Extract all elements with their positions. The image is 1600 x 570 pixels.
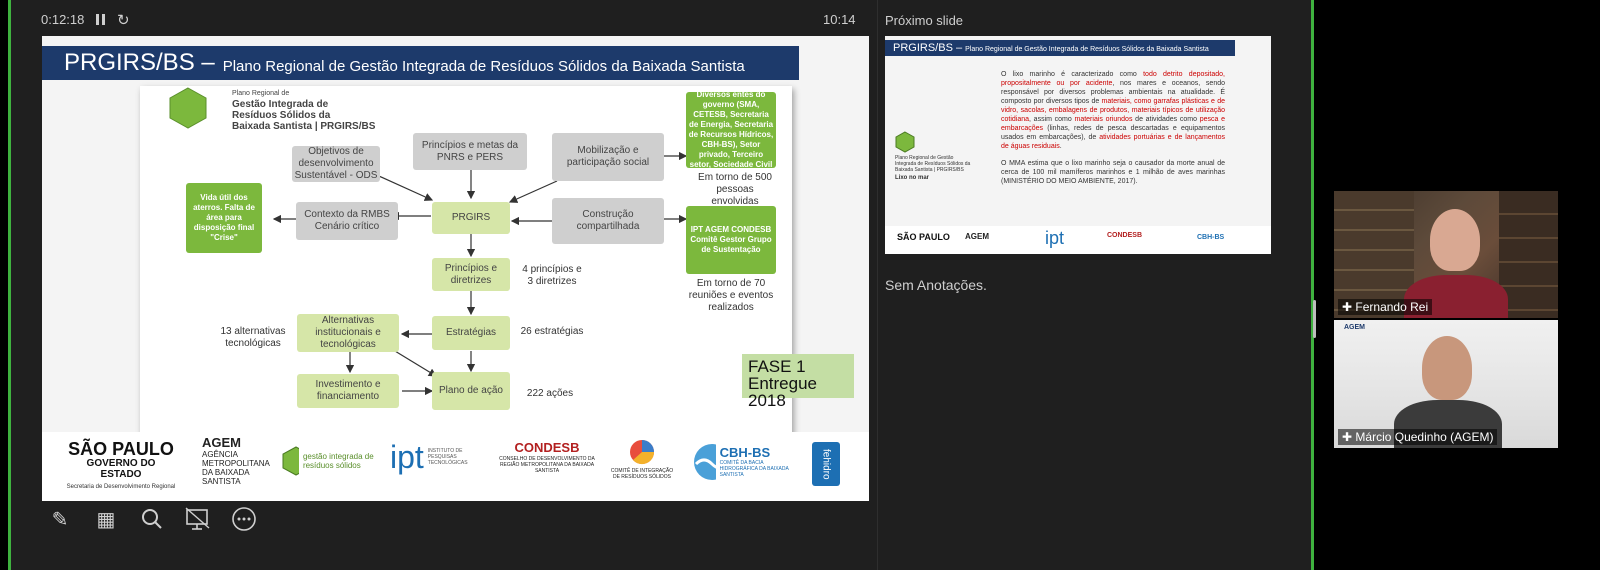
condesb-logo-text: CONDESB [1107,232,1143,239]
participant-video[interactable] [1334,191,1558,318]
note-estrategias-count: 26 estratégias [520,326,584,337]
text-run-red: atividades portuárias e de lançamentos de águas residuais [1001,134,1225,150]
prgirs-logo-icon [170,88,206,128]
next-slide-footer [885,226,1271,254]
box-mobilizacao: Mobilização e participação social [552,133,664,181]
note-principios-count: 4 princípios e 3 diretrizes [522,264,582,287]
condesb-logo-text: CONDESB [514,440,580,455]
condesb-logo-sub: CONSELHO DE DESENVOLVIMENTO DA REGIÃO METROPOLITANA DA BAIXADA SANTISTA [499,456,595,474]
sp-logo [66,440,176,492]
sp-logo-text: SÃO PAULO [68,439,174,459]
participant-name: Fernando Rei [1355,300,1429,314]
wave-icon [692,442,716,482]
box-ipt: IPT AGEM CONDESB Comitê Gestor Grupo de Sustentação [686,206,776,274]
ipt-logo [390,440,480,474]
next-slide-label: Próximo slide [885,13,964,28]
condesb-logo [494,440,600,474]
screen-icon[interactable] [185,506,211,532]
next-slide-logo [895,131,975,181]
background-logo: AGEM [1344,324,1365,331]
magnifier-icon[interactable] [139,506,165,532]
gestao-logo-text: gestão integrada de resíduos sólidos [302,452,374,470]
text-run-red: materiais oriundos [1074,116,1133,123]
next-slide-title-main: PRGIRS/BS – [893,42,963,54]
participant-face [1430,209,1480,271]
plan-logo-line: Gestão Integrada de [232,99,329,110]
fase-line: FASE 1 [748,357,806,376]
restart-icon[interactable]: ↻ [117,12,130,29]
participant-face [1422,336,1472,400]
pane-divider[interactable] [877,0,878,570]
text-run: , assim como [1029,116,1075,123]
more-icon[interactable] [231,506,257,532]
box-alternativas: Alternativas institucionais e tecnológicas [297,314,399,352]
arrow [510,181,557,202]
ipt-logo-text: ipt [390,439,424,475]
gestao-logo [282,446,382,476]
ipt-logo-sub: INSTITUTO DE PESQUISAS TECNOLÓGICAS [427,448,468,466]
pin-icon[interactable]: ✚ [1342,430,1353,444]
box-contexto: Contexto da RMBS Cenário crítico [296,202,398,240]
next-slide-preview[interactable] [885,36,1271,254]
box-prgirs: PRGIRS [432,202,510,234]
magnifier-glyph [141,508,163,530]
text-run-red: pesca e embarcações [1001,116,1225,132]
note-pessoas: Em torno de 500 pessoas envolvidas [698,172,772,207]
clock: 10:14 [823,12,856,27]
screen-glyph [185,507,211,531]
fase-line: Entregue 2018 [748,374,817,410]
fase-badge [742,354,854,410]
notes-scrollbar[interactable] [1313,300,1316,338]
cbh-logo-text: CBH-BS [1197,234,1225,241]
more-glyph [231,506,257,532]
plan-logo-small: Plano Regional de [232,90,290,97]
pause-icon[interactable] [96,14,106,25]
plan-logo-line: Resíduos Sólidos da [232,110,331,121]
cbh-logo [692,442,802,482]
participant-name-tag [1338,429,1497,445]
agem-logo-text: AGEM [965,232,989,241]
slide-footer-logos [42,432,869,501]
slide-title-banner [42,46,799,80]
hexagon-icon [282,446,299,476]
participant-video[interactable] [1334,320,1558,448]
box-estrategias: Estratégias [432,316,510,350]
text-run-red: materiais, como garrafas plásticas e de vidro, sacolas, embalagens de produtos, materiais típicos de utilização cotidiana [1001,98,1226,123]
box-investimento: Investimento e financiamento [297,374,399,408]
text-run: O lixo marinho é caracterizado como [1001,71,1144,78]
text-run-red: todo detrito depositado, propositalmente ou por acidente [1001,71,1225,87]
sp-logo-sub: GOVERNO DO ESTADO [86,458,156,480]
ipt-logo-text: ipt [1045,228,1065,248]
next-slide-text [1001,70,1225,186]
box-objetivos: Objetivos de desenvolvimento Sustentável - ODS [292,146,380,182]
box-vida-util: Vida útil dos aterros. Falta de área para disposição final "Crise" [186,183,262,253]
cbh-logo-sub: COMITÊ DA BACIA HIDROGRÁFICA DA BAIXADA SANTISTA [719,460,789,478]
next-slide-logo-text: Plano Regional de Gestão Integrada de Resíduos Sólidos da Baixada Santista | PRGIRS/BS [895,155,971,173]
text-run: (linhas, redes de pesca descartadas e equipamentos usados em embarcações), de [1001,125,1225,141]
diagram-card [140,86,792,458]
next-slide-paragraph-2: O MMA estima que o lixo marinho seja o causador da morte anual de cerca de 100 mil mamíferos marinhos e 1 milhão de aves marinhas (MINISTÉRIO DO MEIO AMBIENTE, 2017). [1001,160,1225,185]
text-run: de atividades como [1132,116,1200,123]
note-acoes-count: 222 ações [526,388,574,399]
cbh-logo-text: CBH-BS [719,445,771,460]
fehidro-logo: fehidro [812,442,840,486]
pin-icon[interactable]: ✚ [1342,300,1353,314]
participant-name-tag [1338,299,1432,315]
hexagon-icon [895,131,915,153]
next-slide-paragraph-1 [1001,70,1225,151]
slide-title-sub: Plano Regional de Gestão Integrada de Resíduos Sólidos da Baixada Santista [222,57,745,75]
comite-logo [610,438,674,480]
plan-logo-text [232,88,375,132]
comite-logo-text: COMITÊ DE INTEGRAÇÃO DE RESÍDUOS SÓLIDOS [610,468,674,480]
agem-logo-sub: AGÊNCIA METROPOLITANA DA BAIXADA SANTISTA [202,450,270,486]
note-reunioes: Em torno de 70 reuniões e eventos realizados [688,278,774,313]
sp-logo-sec: Secretaria de Desenvolvimento Regional [66,484,176,490]
text-run: , nos mares e oceanos, sendo responsável por diversos problemas ambientais na atualidade. É composto por diversos tipos de [1001,80,1225,105]
next-slide-banner [885,40,1235,56]
slides-icon[interactable]: ▦ [96,508,116,531]
recycle-icon [627,438,657,466]
box-principios-metas: Princípios e metas da PNRS e PERS [413,133,527,170]
note-alternativas-count: 13 alternativas tecnológicas [220,326,286,349]
next-slide-title-sub: Plano Regional de Gestão Integrada de Resíduos Sólidos da Baixada Santista [965,46,1209,53]
next-slide-logo-caption: Lixo no mar [895,175,930,181]
box-construcao: Construção compartilhada [552,198,664,244]
text-run: . [1059,143,1062,150]
current-slide [42,36,869,501]
agem-logo [202,436,272,486]
box-principios-diretrizes: Princípios e diretrizes [432,258,510,291]
notes-text[interactable]: Sem Anotações. [885,277,987,293]
box-plano: Plano de ação [432,372,510,410]
agem-logo-text: AGEM [202,435,241,450]
box-entes: Diversos entes do governo (SMA, CETESB, Secretaria de Energia, Secretaria de Recursos Hídricos, CBH-BS), Setor privado, Terceiro setor, Sociedade Civil [686,92,776,168]
sp-logo-text: SÃO PAULO [897,232,950,242]
presenter-view [8,0,1314,570]
plan-logo-line: Baixada Santista | PRGIRS/BS [232,121,376,132]
arrow [390,348,436,376]
elapsed-timer: 0:12:18 [41,12,85,27]
slide-title-main: PRGIRS/BS – [64,49,215,76]
participant-name: Márcio Quedinho (AGEM) [1355,430,1494,444]
pen-icon[interactable]: ✎ [51,508,69,531]
